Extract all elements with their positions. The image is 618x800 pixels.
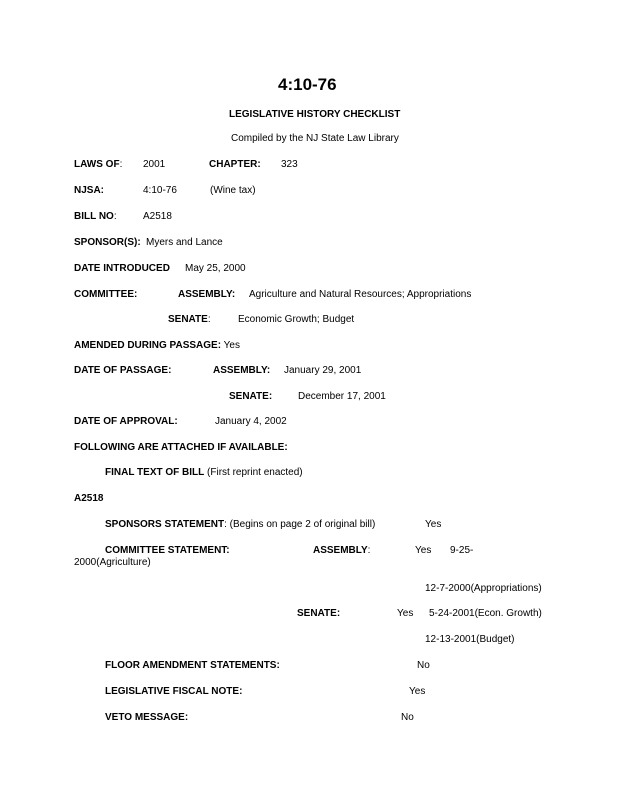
bill-no-label: BILL NO [74,211,114,222]
committee-statement-label: COMMITTEE STATEMENT: [105,545,230,556]
committee-assembly-value: Agriculture and Natural Resources; Appropriations [249,289,472,300]
committee-senate-row [168,314,211,326]
njsa-label: NJSA: [74,185,105,196]
cs-senate-label: SENATE: [297,608,341,619]
chapter-label: CHAPTER: [209,159,261,170]
final-text-row [105,467,303,479]
passage-senate-label: SENATE: [229,391,273,402]
cs-senate-answer: Yes [397,608,414,619]
cs-assembly-date2: 12-7-2000(Appropriations) [425,583,542,594]
sponsors-statement-row [105,519,375,531]
amended-value: Yes [223,340,240,351]
cs-senate-date1: 5-24-2001(Econ. Growth) [429,608,542,619]
committee-label: COMMITTEE: [74,289,138,300]
final-text-label: FINAL TEXT OF BILL [105,467,205,478]
cs-assembly-colon: : [367,545,371,556]
njsa-value: 4:10-76 [143,185,177,196]
chapter-value: 323 [281,159,298,170]
sponsors-statement-answer: Yes [425,519,442,530]
approval-value: January 4, 2002 [215,416,287,427]
passage-assembly-value: January 29, 2001 [284,365,362,376]
sponsors-label: SPONSOR(S): [74,237,141,248]
cs-assembly-row [313,545,370,557]
floor-amendment-label: FLOOR AMENDMENT STATEMENTS: [105,660,280,671]
amended-label: AMENDED DURING PASSAGE: [74,340,222,351]
cs-senate-date2: 12-13-2001(Budget) [425,634,515,645]
passage-senate-value: December 17, 2001 [298,391,386,402]
laws-of-colon: : [119,159,123,170]
fiscal-note-label: LEGISLATIVE FISCAL NOTE: [105,686,243,697]
cs-assembly-date1-cont: 2000(Agriculture) [74,557,151,568]
laws-of-value: 2001 [143,159,166,170]
sponsors-value: Myers and Lance [146,237,223,248]
bill-ref: A2518 [74,493,104,504]
final-text-value: (First reprint enacted) [204,467,303,478]
cs-assembly-answer: Yes [415,545,432,556]
approval-label: DATE OF APPROVAL: [74,416,178,427]
committee-senate-label: SENATE [168,314,208,325]
bill-no-row [74,211,117,223]
page-title: 4:10-76 [278,75,337,94]
committee-assembly-label: ASSEMBLY: [178,289,236,300]
date-introduced-label: DATE INTRODUCED [74,263,170,274]
cs-assembly-date1: 9-25- [450,545,474,556]
date-introduced-value: May 25, 2000 [185,263,246,274]
attached-header: FOLLOWING ARE ATTACHED IF AVAILABLE: [74,442,288,453]
passage-assembly-label: ASSEMBLY: [213,365,271,376]
njsa-note: (Wine tax) [210,185,256,196]
veto-label: VETO MESSAGE: [105,712,189,723]
laws-of-label: LAWS OF [74,159,120,170]
bill-no-value: A2518 [143,211,172,222]
compiled-by: Compiled by the NJ State Law Library [231,133,399,144]
veto-value: No [401,712,414,723]
sponsors-statement-value: : (Begins on page 2 of original bill) [224,519,376,530]
amended-row [74,340,240,352]
bill-no-colon: : [113,211,117,222]
cs-assembly-label: ASSEMBLY [313,545,368,556]
sponsors-statement-label: SPONSORS STATEMENT [105,519,225,530]
floor-amendment-value: No [417,660,430,671]
committee-senate-value: Economic Growth; Budget [238,314,355,325]
committee-senate-colon: : [207,314,211,325]
fiscal-note-value: Yes [409,686,426,697]
passage-label: DATE OF PASSAGE: [74,365,172,376]
laws-of-row [74,159,122,171]
page-subtitle: LEGISLATIVE HISTORY CHECKLIST [229,109,401,120]
